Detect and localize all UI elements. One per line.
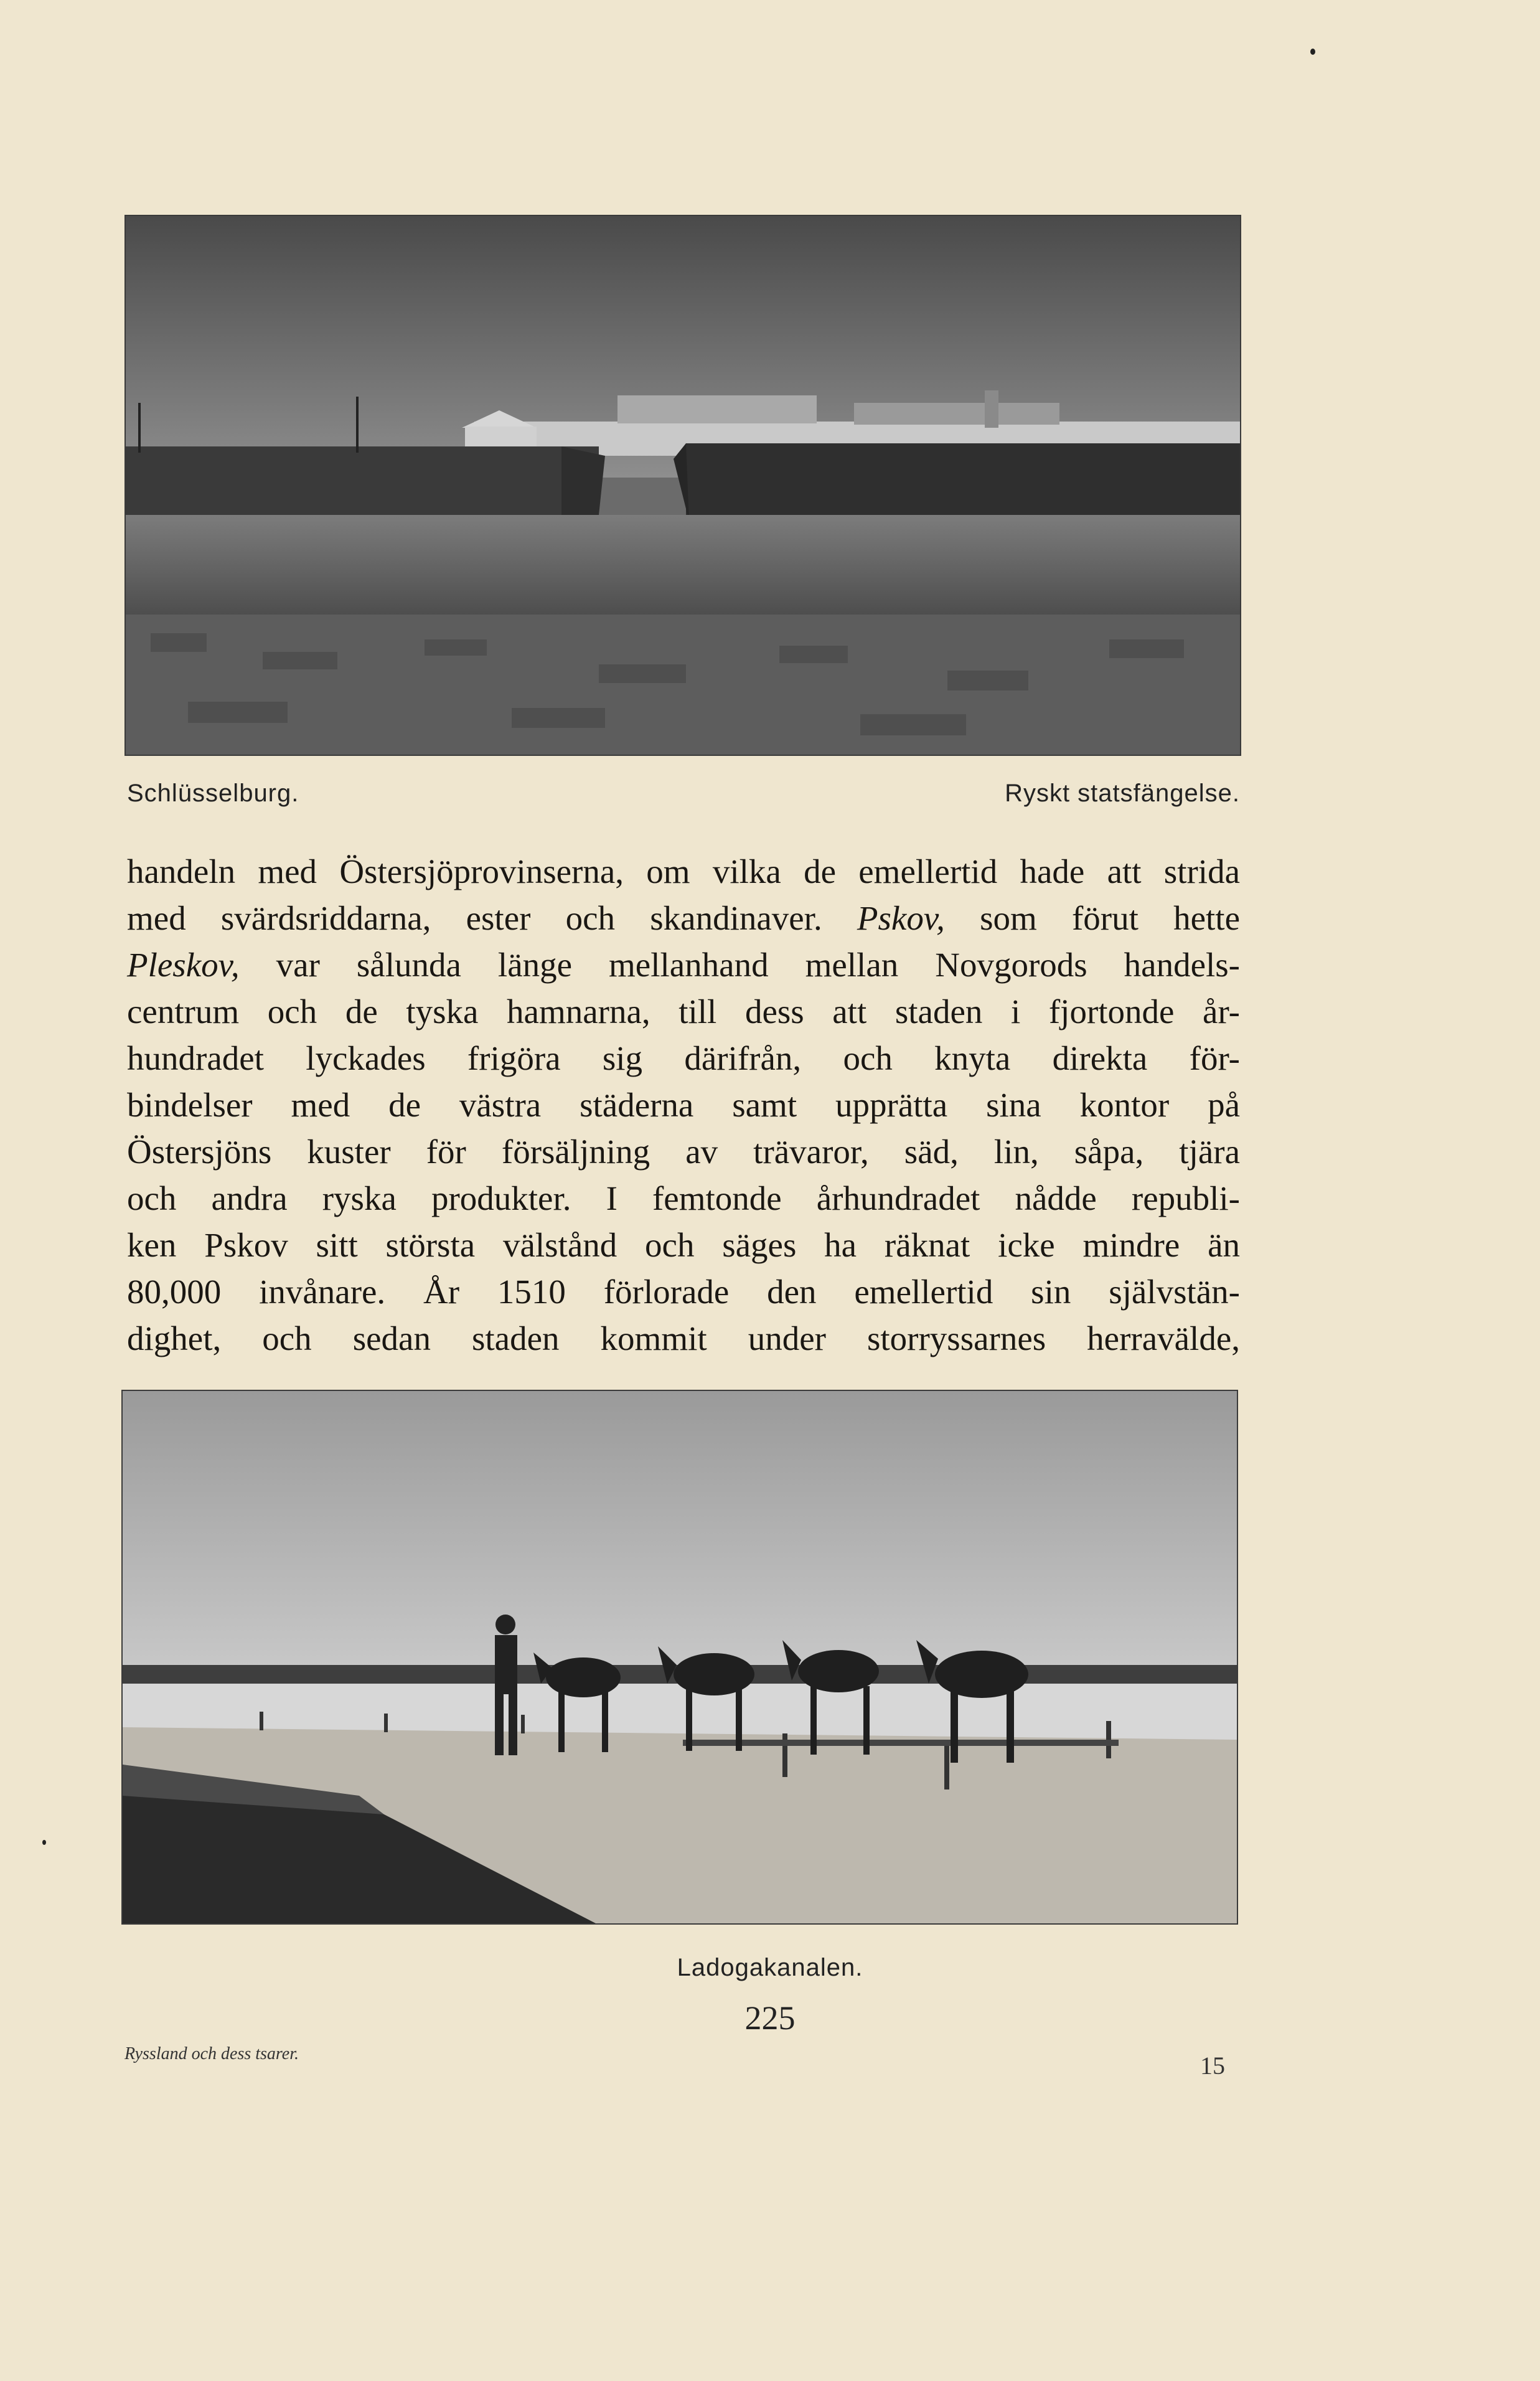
- text-line: bindelser med de västra städerna samt upprätta sina kontor på: [127, 1086, 1240, 1124]
- photo-ladogakanalen-image: [123, 1391, 1237, 1923]
- footer-book-title: Ryssland och dess tsarer.: [124, 2044, 299, 2063]
- text-line: handeln med Östersjöprovinserna, om vilka de emellertid hade att strida: [127, 852, 1240, 890]
- text-line: 80,000 invånare. År 1510 förlorade den emellertid sin självstän-: [127, 1273, 1240, 1311]
- footer-signature-number: 15: [1200, 2052, 1225, 2080]
- photo-schlusselburg-image: [126, 216, 1240, 755]
- text-line: dighet, och sedan staden kommit under storryssarnes herravälde,: [127, 1319, 1240, 1357]
- text-line: Pleskov, var sålunda länge mellanhand mellan Novgorods handels-: [127, 946, 1240, 984]
- body-text: [127, 848, 1240, 1362]
- caption-bottom: Ladogakanalen.: [677, 1954, 863, 1981]
- text-line: med svärdsriddarna, ester och skandinaver. Pskov, som förut hette: [127, 899, 1240, 937]
- ink-speck: [1310, 49, 1315, 55]
- caption-top-right: Ryskt statsfängelse.: [1005, 780, 1240, 807]
- text-line: ken Pskov sitt största välstånd och säges ha räknat icke mindre än: [127, 1226, 1240, 1264]
- ink-speck: [42, 1840, 46, 1845]
- page-number: 225: [744, 1999, 796, 2037]
- photo-ladogakanalen: [121, 1390, 1238, 1925]
- photo-schlusselburg: [124, 215, 1241, 756]
- text-line: Östersjöns kuster för försäljning av trävaror, säd, lin, såpa, tjära: [127, 1133, 1240, 1171]
- text-line: hundradet lyckades frigöra sig därifrån, och knyta direkta för-: [127, 1039, 1240, 1077]
- caption-top-left: Schlüsselburg.: [127, 780, 299, 807]
- text-line: centrum och de tyska hamnarna, till dess att staden i fjortonde år-: [127, 992, 1240, 1030]
- text-line: och andra ryska produkter. I femtonde århundradet nådde republi-: [127, 1179, 1240, 1217]
